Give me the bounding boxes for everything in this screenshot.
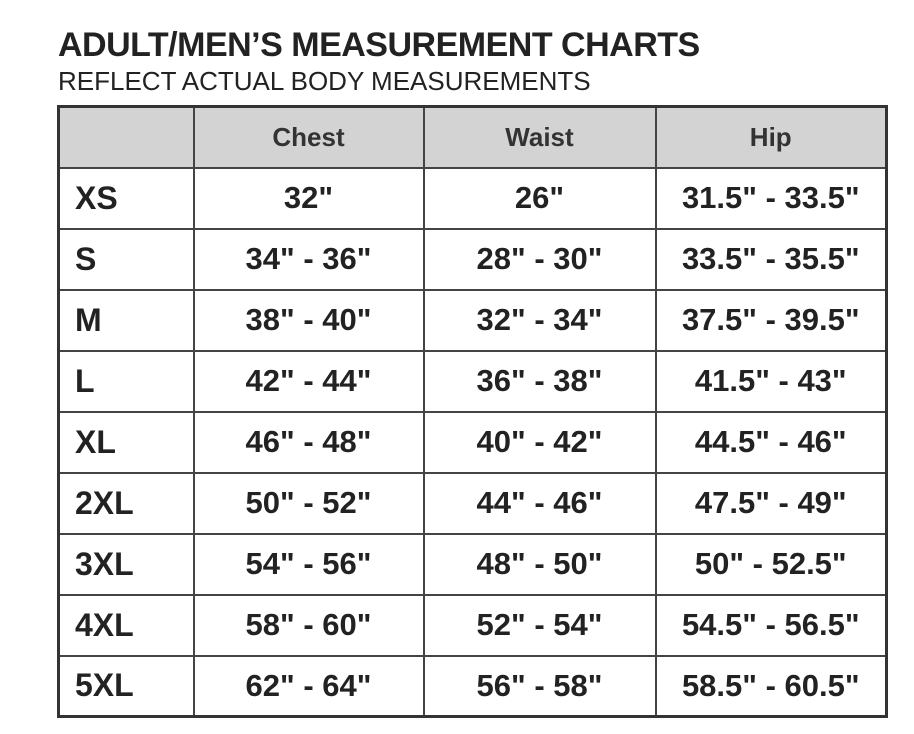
hip-value: 31.5" - 33.5" — [656, 168, 887, 229]
chest-value: 58" - 60" — [194, 595, 424, 656]
waist-value: 26" — [424, 168, 656, 229]
hip-value: 33.5" - 35.5" — [656, 229, 887, 290]
size-label: M — [59, 290, 194, 351]
hip-value: 50" - 52.5" — [656, 534, 887, 595]
page-title: ADULT/MEN’S MEASUREMENT CHARTS — [58, 26, 700, 64]
table-row — [59, 290, 887, 351]
measurement-table — [57, 105, 888, 718]
header-waist: Waist — [424, 107, 656, 168]
waist-value: 52" - 54" — [424, 595, 656, 656]
waist-value: 28" - 30" — [424, 229, 656, 290]
size-label: XL — [59, 412, 194, 473]
chest-value: 46" - 48" — [194, 412, 424, 473]
table-row — [59, 473, 887, 534]
waist-value: 32" - 34" — [424, 290, 656, 351]
chest-value: 54" - 56" — [194, 534, 424, 595]
table-row — [59, 351, 887, 412]
hip-value: 58.5" - 60.5" — [656, 656, 887, 717]
table-row — [59, 168, 887, 229]
chest-value: 32" — [194, 168, 424, 229]
size-label: 4XL — [59, 595, 194, 656]
chest-value: 50" - 52" — [194, 473, 424, 534]
header-hip: Hip — [656, 107, 887, 168]
table-header-row — [59, 107, 887, 168]
waist-value: 40" - 42" — [424, 412, 656, 473]
size-label: L — [59, 351, 194, 412]
header-chest: Chest — [194, 107, 424, 168]
size-label: 5XL — [59, 656, 194, 717]
chest-value: 62" - 64" — [194, 656, 424, 717]
waist-value: 44" - 46" — [424, 473, 656, 534]
header-size-cell — [59, 107, 194, 168]
chest-value: 34" - 36" — [194, 229, 424, 290]
size-label: 3XL — [59, 534, 194, 595]
chest-value: 38" - 40" — [194, 290, 424, 351]
table-row — [59, 412, 887, 473]
waist-value: 36" - 38" — [424, 351, 656, 412]
waist-value: 48" - 50" — [424, 534, 656, 595]
hip-value: 41.5" - 43" — [656, 351, 887, 412]
table-row — [59, 229, 887, 290]
table-row — [59, 534, 887, 595]
page-subtitle: REFLECT ACTUAL BODY MEASUREMENTS — [58, 66, 591, 96]
size-label: S — [59, 229, 194, 290]
size-label: 2XL — [59, 473, 194, 534]
hip-value: 37.5" - 39.5" — [656, 290, 887, 351]
waist-value: 56" - 58" — [424, 656, 656, 717]
hip-value: 44.5" - 46" — [656, 412, 887, 473]
chest-value: 42" - 44" — [194, 351, 424, 412]
hip-value: 47.5" - 49" — [656, 473, 887, 534]
table-row — [59, 595, 887, 656]
table-row — [59, 656, 887, 717]
hip-value: 54.5" - 56.5" — [656, 595, 887, 656]
size-label: XS — [59, 168, 194, 229]
